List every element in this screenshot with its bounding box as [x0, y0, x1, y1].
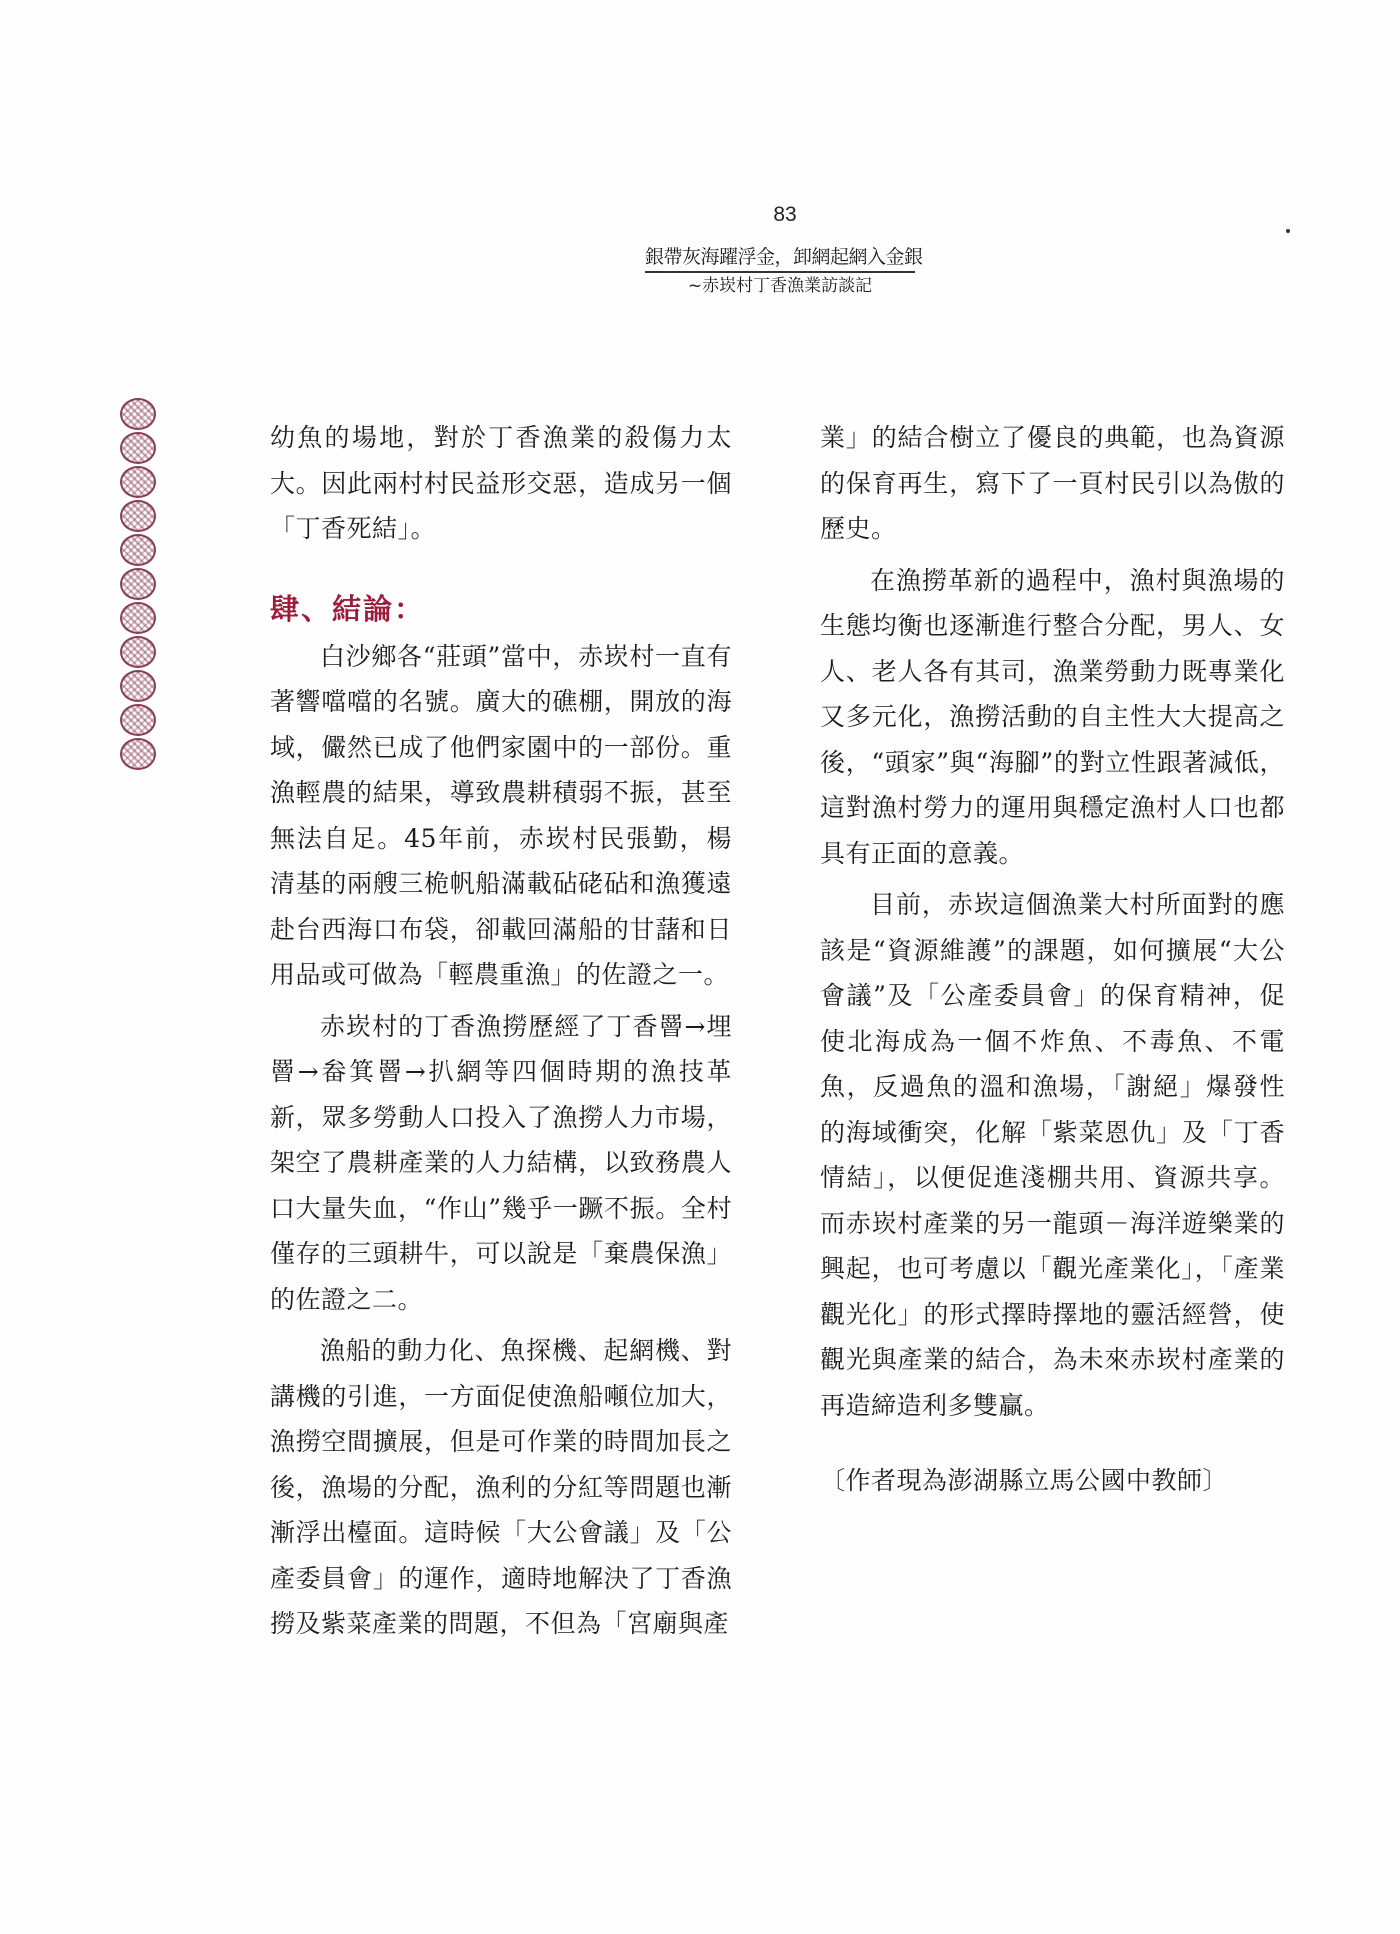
seal-stamp-icon — [120, 500, 156, 532]
paragraph: 在漁撈革新的過程中，漁村與漁場的生態均衡也逐漸進行整合分配，男人、女人、老人各有其司，漁業勞動力既專業化又多元化，漁撈活動的自主性大大提高之後，“頭家”與“海腳”的對立性跟著減低，這對漁村勞力的運用與穩定漁村人口也都具有正面的意義。 — [820, 565, 1285, 868]
paragraph: 赤崁村的丁香漁撈歷經了丁香罾→埋罾→畚箕罾→扒網等四個時期的漁技革新，眾多勞動人口投入了漁撈人力市場，架空了農耕產業的人力結構，以致務農人口大量失血，“作山”幾乎一蹶不振。全村僅存的三頭耕牛，可以說是「棄農保漁」的佐證之二。 — [270, 1011, 732, 1314]
running-head-subtitle: ~赤崁村丁香漁業訪談記 — [687, 276, 873, 296]
left-column — [270, 415, 732, 1647]
paragraph: 目前，赤崁這個漁業大村所面對的應該是“資源維護”的課題，如何擴展“大公會議”及「公產委員會」的保育精神，促使北海成為一個不炸魚、不毒魚、不電魚，反過魚的溫和漁場，「謝絕」爆發性的海域衝突，化解「紫菜恩仇」及「丁香情結」，以便促進淺棚共用、資源共享。而赤崁村產業的另一龍頭－海洋遊樂業的興起，也可考慮以「觀光產業化」，「產業觀光化」的形式擇時擇地的靈活經營，使觀光與產業的結合，為未來赤崁村產業的再造締造利多雙贏。 — [820, 890, 1285, 1420]
seal-stamp-icon — [120, 534, 156, 566]
running-head-title: 銀帶灰海躍浮金，卸網起網入金銀 — [645, 244, 915, 273]
seal-stamp-icon — [120, 636, 156, 668]
seal-stamp-icon — [120, 704, 156, 736]
paragraph: 業」的結合樹立了優良的典範，也為資源的保育再生，寫下了一頁村民引以為傲的歷史。 — [820, 423, 1285, 543]
seal-stamp-icon — [120, 738, 156, 770]
seal-stamp-icon — [120, 398, 156, 430]
seal-stamp-icon — [120, 432, 156, 464]
paragraph: 白沙鄉各“莊頭”當中，赤崁村一直有著響噹噹的名號。廣大的礁棚，開放的海域，儼然已成了他們家園中的一部份。重漁輕農的結果，導致農耕積弱不振，甚至無法自足。45年前，赤崁村民張勤，楊清基的兩艘三桅帆船滿載砧硓砧和漁獲遠赴台西海口布袋，卻載回滿船的甘藷和日用品或可做為「輕農重漁」的佐證之一。 — [270, 641, 732, 989]
seal-column — [110, 398, 166, 772]
section-heading: 肆、結論： — [270, 591, 426, 626]
running-head — [645, 244, 923, 299]
margin-dot — [1286, 229, 1290, 233]
paragraph: 幼魚的場地，對於丁香漁業的殺傷力太大。因此兩村村民益形交惡，造成另一個「丁香死結」。 — [270, 423, 732, 543]
page-number: 83 — [773, 203, 797, 226]
seal-stamp-icon — [120, 466, 156, 498]
seal-stamp-icon — [120, 670, 156, 702]
right-column — [820, 415, 1285, 1504]
seal-stamp-icon — [120, 602, 156, 634]
author-note: 〔作者現為澎湖縣立馬公國中教師〕 — [820, 1466, 1229, 1495]
paragraph: 漁船的動力化、魚探機、起網機、對講機的引進，一方面促使漁船噸位加大，漁撈空間擴展，但是可作業的時間加長之後，漁場的分配，漁利的分紅等問題也漸漸浮出檯面。這時候「大公會議」及「公產委員會」的運作，適時地解決了丁香漁撈及紫菜產業的問題，不但為「宮廟與產 — [270, 1336, 732, 1638]
seal-stamp-icon — [120, 568, 156, 600]
